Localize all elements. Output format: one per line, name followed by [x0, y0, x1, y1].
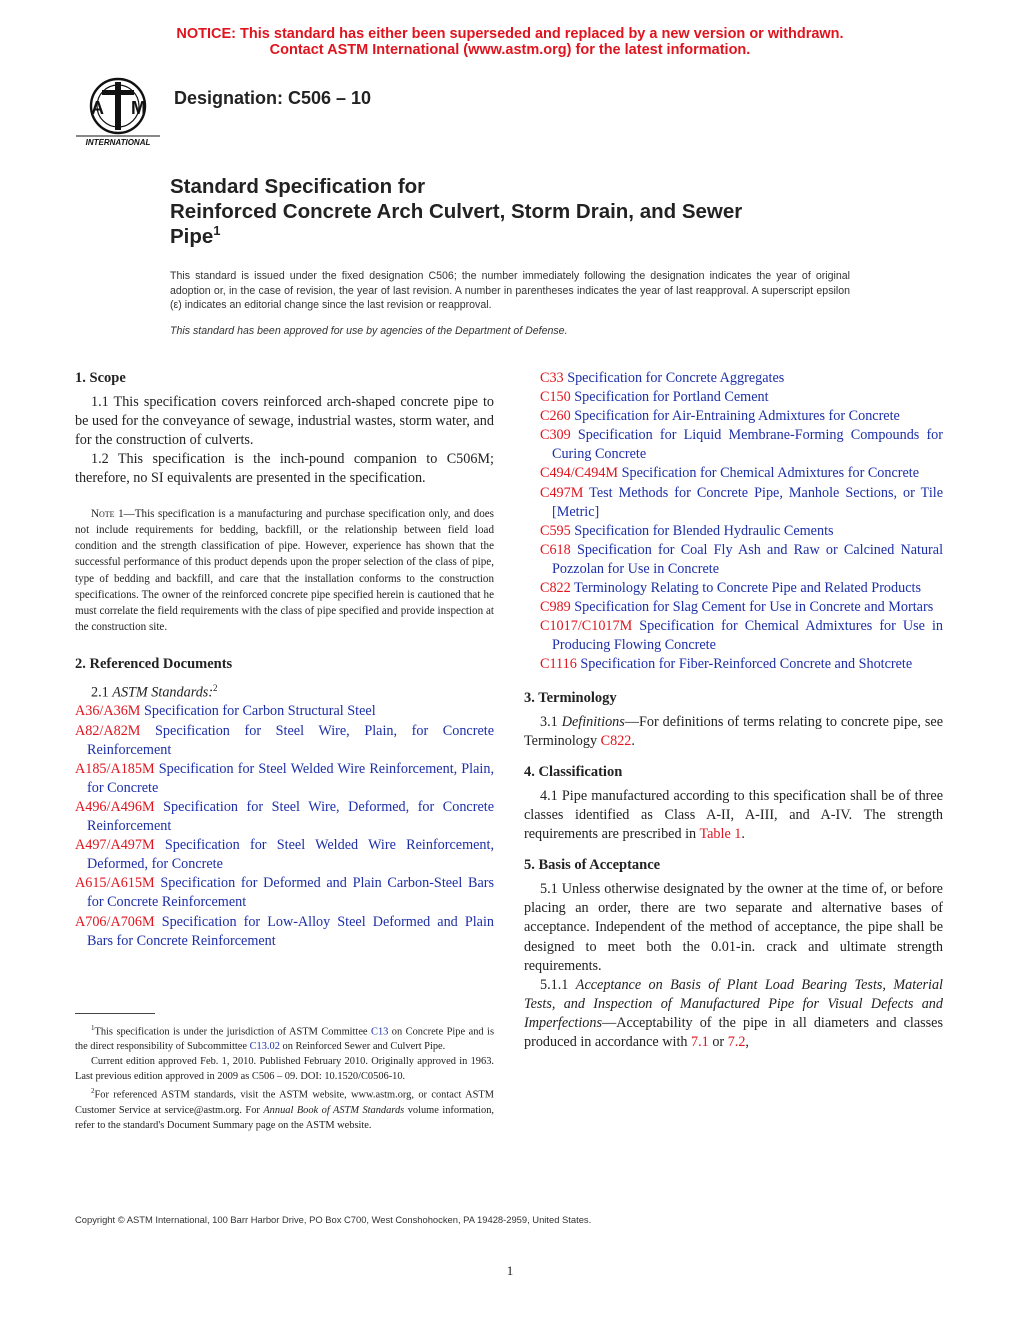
reference-item	[540, 464, 943, 483]
reference-title-link[interactable]: Specification for Concrete Aggregates	[567, 370, 785, 386]
reference-item	[540, 579, 943, 598]
intro-dod: This standard has been approved for use by agencies of the Department of Defense.	[170, 325, 568, 337]
fn1-c: on Reinforced Sewer and Culvert Pipe.	[279, 1041, 446, 1053]
document-title	[170, 174, 870, 249]
classification-heading: 4. Classification	[524, 763, 623, 780]
reference-item	[75, 913, 494, 951]
footnote-1-edition: Current edition approved Feb. 1, 2010. Published February 2010. Originally approved in 1963. Last previous edition approved in 2009 as C506 – 09. DOI: 10.1520/C0506-10.	[75, 1056, 494, 1083]
reference-title-link[interactable]: Specification for Slag Cement for Use in Concrete and Mortars	[574, 599, 934, 616]
reference-code-link[interactable]: C595	[540, 522, 571, 539]
copyright: Copyright © ASTM International, 100 Barr Harbor Drive, PO Box C700, West Conshohocken, PA 19428-2959, United States.	[75, 1214, 592, 1225]
reference-title-link[interactable]: Specification for Air-Entraining Admixtures for Concrete	[574, 408, 900, 425]
fn1-link-c13[interactable]: C13	[371, 1026, 389, 1038]
note-label: Note 1	[91, 507, 124, 520]
terminology-3-1	[524, 713, 943, 751]
section-7-1-link[interactable]: 7.1	[691, 1034, 709, 1050]
left-reference-list	[75, 702, 494, 950]
reference-code-link[interactable]: A82/A82M	[75, 722, 141, 739]
title-footnote-mark: 1	[213, 223, 221, 238]
reference-code-link[interactable]: C150	[540, 389, 571, 406]
page-number: 1	[506, 1263, 514, 1278]
note-1	[75, 506, 494, 636]
reference-code-link[interactable]: A496/A496M	[75, 798, 155, 815]
term-num: 3.1	[540, 713, 562, 730]
reference-code-link[interactable]: A497/A497M	[75, 837, 155, 854]
reference-code-link[interactable]: A706/A706M	[75, 913, 155, 930]
intro-issued: This standard is issued under the fixed designation C506; the number immediately following the designation indicates the year of original adoption or, in the case of revision, the year of last revision. A number in parentheses indicates the year of last reapproval. A superscript epsilon (ε) indicates an editorial change since the last revision or reapproval.	[170, 270, 850, 311]
term-word: Definitions	[561, 713, 625, 730]
reference-title-link[interactable]: Specification for Chemical Admixtures for Use in Producing Flowing Concrete	[552, 618, 944, 654]
reference-item	[75, 874, 494, 912]
acceptance-heading: 5. Basis of Acceptance	[524, 857, 661, 874]
reference-title-link[interactable]: Specification for Deformed and Plain Carbon-Steel Bars for Concrete Reinforcement	[87, 875, 495, 911]
reference-item	[540, 484, 943, 522]
reference-title-link[interactable]: Specification for Steel Welded Wire Reinforcement, Deformed, for Concrete	[87, 837, 494, 873]
reference-title-link[interactable]: Specification for Coal Fly Ash and Raw or Calcined Natural Pozzolan for Use in Concrete	[552, 541, 944, 577]
scope-1-2: 1.2 This specification is the inch-pound companion to C506M; therefore, no SI equivalents are presented in the specification.	[75, 451, 494, 487]
acc-italic: Acceptance on Basis of Plant Load Bearing Tests, Material Tests, and Inspection of Manufactured Pipe for Visual Defects and Imperfections	[524, 976, 943, 1031]
reference-item	[75, 722, 494, 760]
reference-code-link[interactable]: C497M	[540, 484, 584, 501]
logo-subtext: INTERNATIONAL	[85, 138, 151, 147]
acceptance-5-1: 5.1 Unless otherwise designated by the owner at the time of, or before placing an order, there are two separate and alternative bases of acceptance. Independent of the method of acceptance, the pipe shall be designed to meet both the 0.01-in. crack and ultimate strength requirements.	[524, 881, 943, 974]
note-text: —This specification is a manufacturing and purchase specification only, and does not include requirements for bedding, backfill, or the relationship between field load condition and the strength classification of pipe. However, experience has shown that the successful performance of this product depends upon the proper selection of the class of pipe, type of bedding and backfill, and care that the installation conforms to the construction specifications. The owner of the reinforced concrete pipe specified herein is cautioned that he must correlate the field requirements with the class of pipe specified and provide inspection at the construction site.	[75, 507, 494, 634]
reference-item	[540, 407, 943, 426]
reference-title-link[interactable]: Specification for Chemical Admixtures for Concrete	[621, 465, 920, 482]
term-end: .	[631, 732, 635, 749]
reference-code-link[interactable]: C33	[540, 370, 564, 386]
right-column	[524, 369, 943, 1052]
reference-title-link[interactable]: Specification for Steel Wire, Deformed, for Concrete Reinforcement	[87, 798, 494, 835]
class-end: .	[741, 826, 745, 843]
reference-item	[75, 798, 494, 836]
reference-title-link[interactable]: Specification for Liquid Membrane-Forming Compounds for Curing Concrete	[552, 427, 943, 463]
acc-or: or	[708, 1034, 728, 1050]
reference-item	[540, 522, 943, 541]
table-1-link[interactable]: Table 1	[699, 826, 742, 843]
fn1-mark: 1	[91, 1024, 95, 1032]
referenced-heading: 2. Referenced Documents	[75, 655, 233, 672]
class-text: 4.1 Pipe manufactured according to this specification shall be of three classes identified as Class A-II, A-III, and A-IV. The strength requirements are prescribed in	[524, 787, 943, 843]
reference-code-link[interactable]: C260	[540, 408, 571, 425]
reference-item	[540, 426, 943, 464]
reference-title-link[interactable]: Specification for Portland Cement	[574, 389, 769, 406]
fn2-italic: Annual Book of ASTM Standards	[263, 1104, 405, 1116]
fn2-a: For referenced ASTM standards, visit the ASTM website, www.astm.org, or contact ASTM Customer Service at service@astm.org. For	[75, 1089, 494, 1116]
reference-item	[540, 541, 943, 579]
acc-end: ,	[745, 1034, 749, 1050]
notice-banner	[0, 26, 1020, 58]
acc-num: 5.1.1	[540, 976, 576, 993]
reference-code-link[interactable]: C309	[540, 427, 571, 444]
title-line-2: Reinforced Concrete Arch Culvert, Storm Drain, and Sewer	[170, 200, 743, 223]
footnote-1	[75, 1021, 494, 1054]
right-reference-list	[524, 369, 943, 675]
fn1-b: on Concrete Pipe and is the direct responsibility of Subcommittee	[75, 1026, 494, 1053]
fn2-b: volume information, refer to the standard's Document Summary page on the ASTM website.	[75, 1104, 494, 1131]
notice-line-1: NOTICE: This standard has either been superseded and replaced by a new version or withdrawn.	[176, 26, 844, 42]
svg-text:M: M	[131, 98, 146, 118]
title-line-3	[170, 224, 870, 249]
term-link-c822[interactable]: C822	[600, 732, 632, 749]
svg-text:A: A	[91, 98, 104, 118]
title-line-1: Standard Specification for	[170, 175, 426, 198]
reference-code-link[interactable]: C1017/C1017M	[540, 618, 633, 635]
astm-logo	[74, 76, 162, 148]
reference-item	[75, 760, 494, 798]
reference-item	[75, 836, 494, 874]
title-word: Pipe	[170, 225, 214, 248]
reference-item	[540, 388, 943, 407]
section-7-2-link[interactable]: 7.2	[727, 1034, 746, 1050]
designation: Designation: C506 – 10	[174, 88, 372, 108]
acceptance-5-1-1	[524, 976, 943, 1052]
scope-heading: 1. Scope	[75, 370, 126, 386]
reference-code-link[interactable]: C494/C494M	[540, 465, 619, 482]
classification-4-1	[524, 787, 943, 844]
term-text: —For definitions of terms relating to concrete pipe, see Terminology	[524, 713, 944, 749]
reference-item	[75, 702, 494, 721]
reference-title-link[interactable]: Terminology Relating to Concrete Pipe and Related Products	[574, 580, 921, 597]
sub-num: 2.1	[91, 684, 113, 701]
reference-title-link[interactable]: Specification for Carbon Structural Steel	[143, 703, 376, 720]
reference-item	[540, 598, 943, 617]
footnotes	[75, 1021, 494, 1133]
terminology-heading: 3. Terminology	[524, 689, 617, 706]
acc-text: —Acceptability of the pipe in all diameters and classes produced in accordance with	[524, 1014, 943, 1050]
footnote-rule	[75, 1013, 155, 1014]
reference-item	[540, 369, 943, 388]
sub-label: ASTM Standards:	[112, 684, 214, 701]
notice-line-2: Contact ASTM International (www.astm.org) for the latest information.	[269, 42, 751, 58]
reference-code-link[interactable]: C989	[540, 599, 571, 616]
scope-1-1: 1.1 This specification covers reinforced arch-shaped concrete pipe to be used for the conveyance of sewage, industrial wastes, storm water, and for the construction of culverts.	[75, 394, 494, 449]
reference-title-link[interactable]: Specification for Steel Welded Wire Reinforcement, Plain, for Concrete	[87, 760, 495, 796]
reference-code-link[interactable]: A185/A185M	[75, 760, 155, 777]
astm-standards-label	[75, 679, 494, 703]
reference-item	[540, 617, 943, 655]
reference-title-link[interactable]: Specification for Fiber-Reinforced Concrete and Shotcrete	[580, 656, 913, 673]
reference-code-link[interactable]: A36/A36M	[75, 703, 141, 720]
reference-title-link[interactable]: Specification for Blended Hydraulic Cements	[574, 522, 834, 539]
fn2-mark: 2	[91, 1087, 95, 1096]
fn1-link-c1302[interactable]: C13.02	[249, 1041, 280, 1053]
footnote-2	[75, 1084, 494, 1132]
sub-mark: 2	[213, 682, 218, 693]
reference-title-link[interactable]: Specification for Steel Wire, Plain, for Concrete Reinforcement	[87, 722, 494, 758]
reference-code-link[interactable]: A615/A615M	[75, 875, 155, 892]
reference-code-link[interactable]: C618	[540, 541, 571, 558]
reference-code-link[interactable]: C1116	[540, 656, 577, 673]
reference-title-link[interactable]: Specification for Low-Alloy Steel Deformed and Plain Bars for Concrete Reinforcement	[87, 913, 494, 949]
reference-item	[540, 655, 943, 674]
fn1-a: This specification is under the jurisdiction of ASTM Committee	[94, 1026, 372, 1038]
left-column	[75, 369, 494, 951]
reference-code-link[interactable]: C822	[540, 580, 571, 597]
reference-title-link[interactable]: Test Methods for Concrete Pipe, Manhole Sections, or Tile [Metric]	[552, 484, 943, 520]
